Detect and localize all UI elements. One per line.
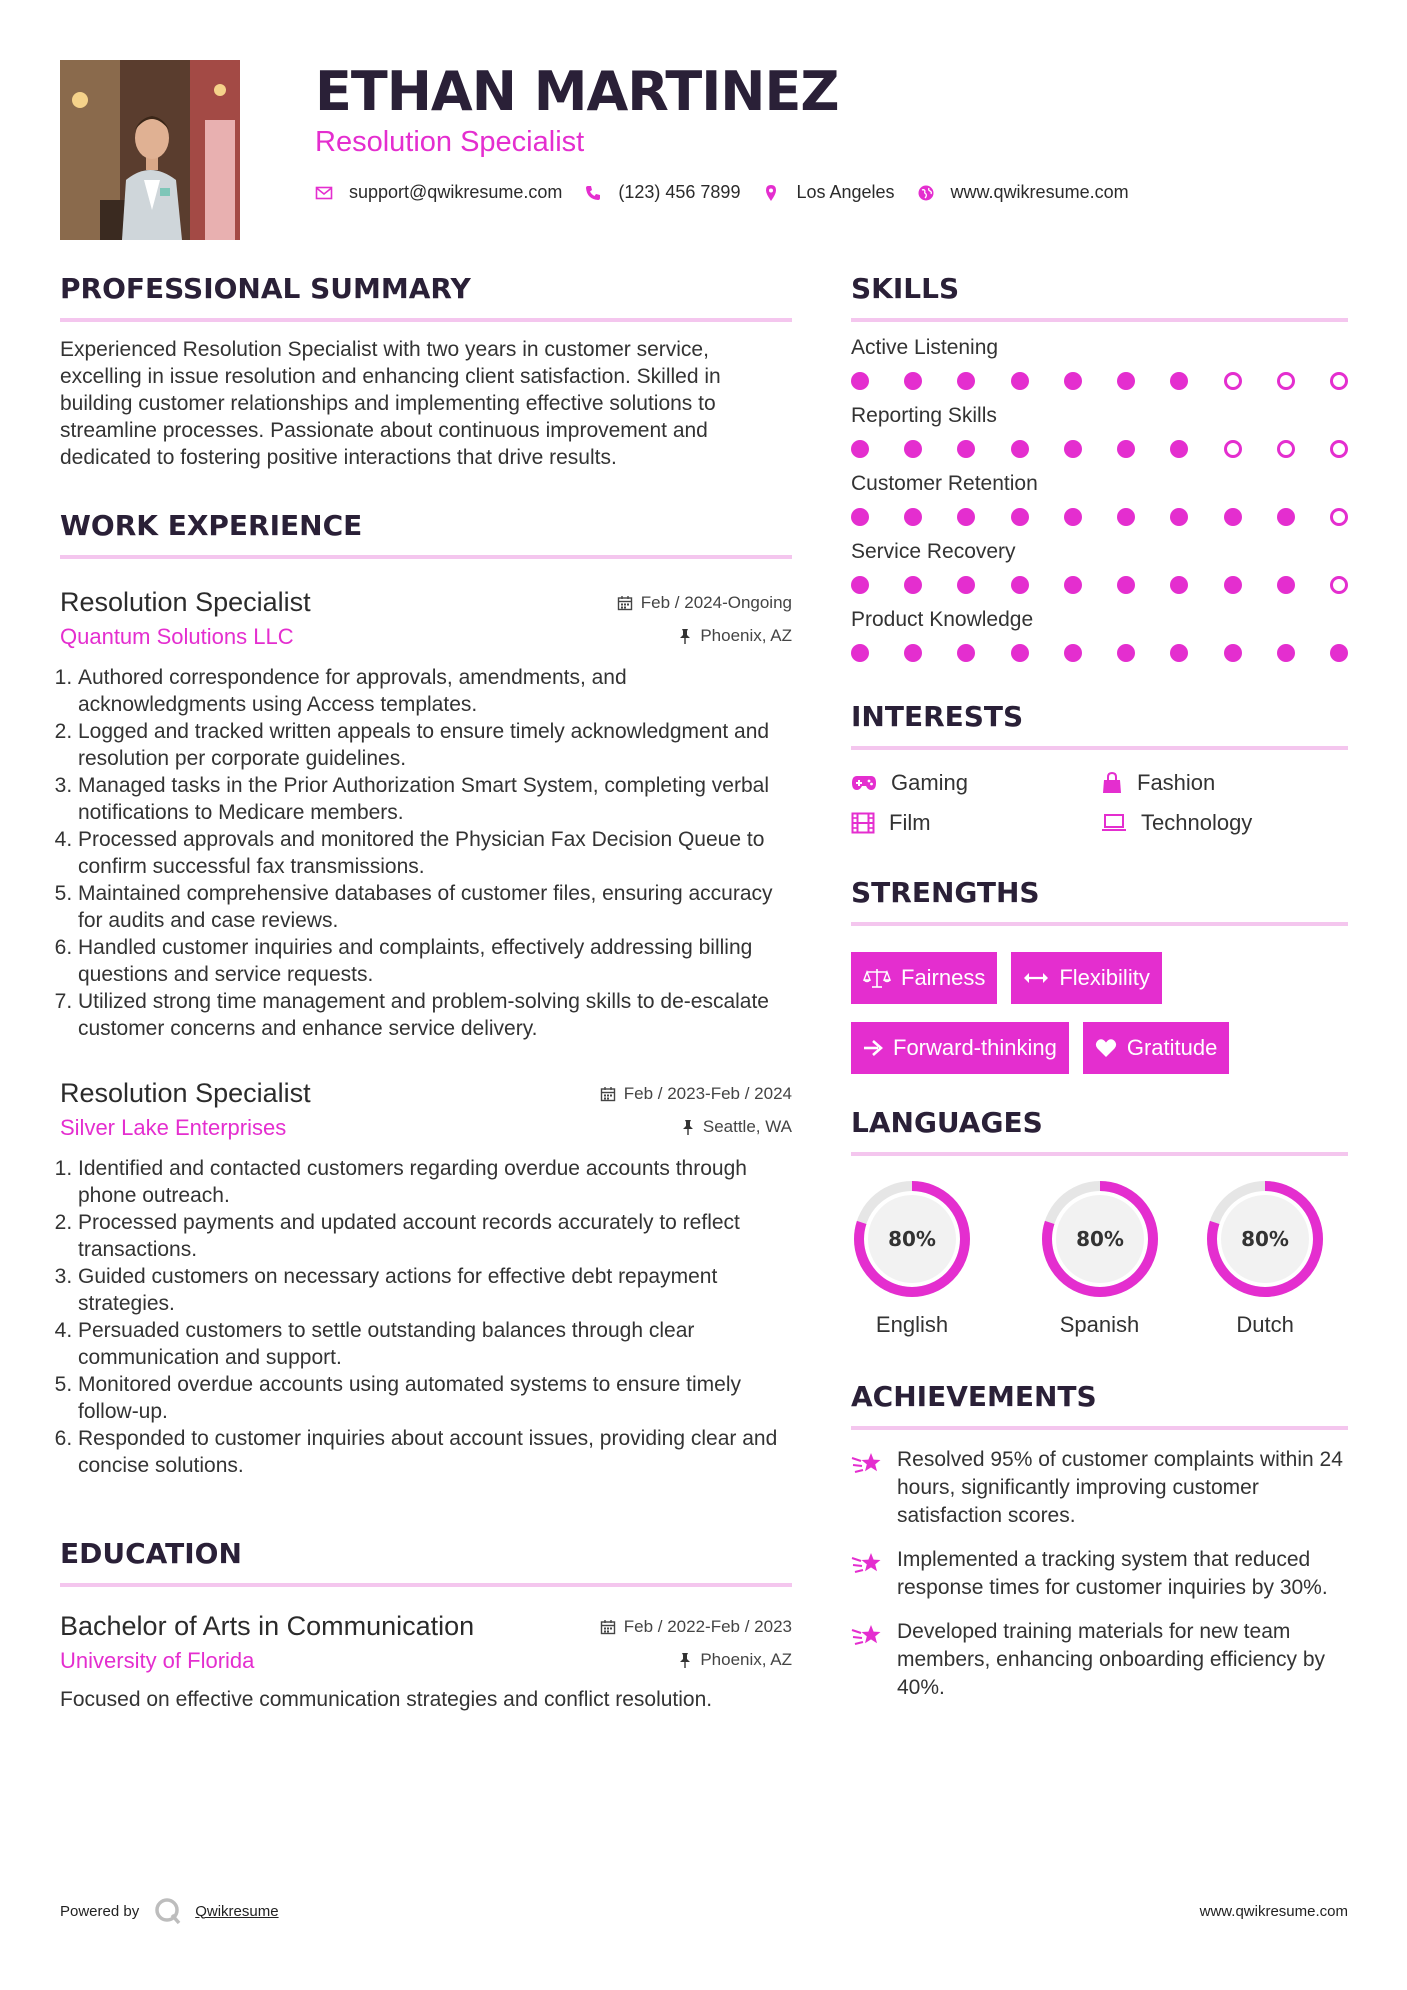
job-duties [60,1155,792,1479]
job-location-text: Phoenix, AZ [700,626,792,645]
rating-dot-filled [957,644,975,662]
rating-dot-filled [1011,440,1029,458]
rating-dot-filled [851,576,869,594]
achievement-text: Resolved 95% of customer complaints within 24 hours, significantly improving customer satisfaction scores. [897,1448,1343,1527]
contact-phone[interactable]: (123) 456 7899 [618,182,741,202]
rating-dot-filled [851,644,869,662]
rating-dot-filled [1224,644,1242,662]
achievement-text: Implemented a tracking system that reduced response times for customer inquiries by 30%. [897,1548,1328,1599]
rating-dot-filled [851,440,869,458]
rating-dot-empty [1330,508,1348,526]
candidate-name: ETHAN MARTINEZ [315,60,839,123]
footer-brand [60,1896,279,1926]
school-name: University of Florida [60,1648,255,1673]
duty-item: 2. Logged and tracked written appeals to ensure timely acknowledgment and resolution per corporate guidelines. [78,718,792,772]
duty-item: 6. Responded to customer inquiries about account issues, providing clear and concise solutions. [78,1425,792,1479]
language-item [1017,1178,1183,1338]
shopping-bag-icon [1101,772,1123,794]
rating-dot-filled [904,508,922,526]
job-title: Resolution Specialist [60,1078,311,1108]
achievements-list [851,1446,1348,1702]
strength-label: Forward-thinking [893,1035,1057,1060]
calendar-icon [600,1619,616,1635]
job-entry [60,587,792,1042]
footer [60,1896,1348,1926]
rating-dot-filled [904,372,922,390]
interest-fashion [1101,770,1351,796]
rating-dot-filled [1117,372,1135,390]
contact-email[interactable]: support@qwikresume.com [349,182,563,202]
rating-dot-filled [1064,372,1082,390]
skill-name: Active Listening [851,336,999,359]
rating-dot-filled [1170,440,1188,458]
skills-list [851,334,1348,662]
duty-item: 5. Maintained comprehensive databases of customer files, ensuring accuracy for audits and case reviews. [78,880,792,934]
shooting-star-icon [851,1450,883,1478]
interest-film [851,810,1101,836]
skill-name: Service Recovery [851,540,1016,563]
rating-dot-empty [1330,372,1348,390]
strength-chip [851,1022,1069,1074]
arrow-right-icon [863,1039,883,1057]
language-name: Spanish [1059,1312,1140,1337]
degree-title: Bachelor of Arts in Communication [60,1611,475,1641]
duty-item: 3. Managed tasks in the Prior Authorization Smart System, completing verbal notifications to Medicare members. [78,772,792,826]
skill-name: Reporting Skills [851,404,997,427]
duty-item: 4. Processed approvals and monitored the Physician Fax Decision Queue to confirm successful fax transmissions. [78,826,792,880]
duty-item: 2. Processed payments and updated account records accurately to reflect transactions. [78,1209,792,1263]
job-entry [60,1078,792,1479]
skill-rating [851,576,1348,594]
rating-dot-filled [1224,576,1242,594]
profile-photo-image [60,60,240,240]
job-date-text: Feb / 2023-Feb / 2024 [623,1084,792,1103]
duty-item: 1. Authored correspondence for approvals, amendments, and acknowledgments using Access templates. [78,664,792,718]
rating-dot-filled [1170,372,1188,390]
powered-by-text: Powered by [60,1902,140,1920]
rating-dot-filled [1170,508,1188,526]
skills-heading: SKILLS [851,270,1348,322]
rating-dot-filled [1224,508,1242,526]
summary-text: Experienced Resolution Specialist with two years in customer service, excelling in issue resolution and enhancing client satisfaction. Skilled in building customer relationships and implementing effective solutions to streamline processes. Passionate about continuous improvement and dedicated to fostering positive interactions that drive results. [60,338,721,469]
interest-label: Film [889,810,931,835]
language-percent-label: 80% [1241,1227,1290,1251]
rating-dot-empty [1330,576,1348,594]
rating-dot-empty [1224,440,1242,458]
strengths-heading: STRENGTHS [851,874,1348,926]
film-icon [851,812,875,834]
job-title: Resolution Specialist [60,587,311,617]
interest-label: Technology [1141,810,1253,835]
interests-list [851,770,1348,836]
interest-technology [1101,810,1351,836]
summary-heading: PROFESSIONAL SUMMARY [60,270,792,322]
strength-chip [1011,952,1161,1004]
rating-dot-filled [1064,576,1082,594]
job-date [600,1084,792,1104]
achievement-item [851,1546,1348,1602]
rating-dot-empty [1224,372,1242,390]
languages-list [851,1178,1348,1338]
profile-photo [60,60,240,240]
achievement-item [851,1446,1348,1530]
rating-dot-filled [1277,644,1295,662]
right-column [851,270,1348,1702]
rating-dot-filled [1277,508,1295,526]
left-column [60,270,792,1713]
duty-item: 1. Identified and contacted customers regarding overdue accounts through phone outreach. [78,1155,792,1209]
rating-dot-filled [904,644,922,662]
rating-dot-filled [904,576,922,594]
rating-dot-filled [1011,508,1029,526]
rating-dot-filled [1117,440,1135,458]
job-location [678,626,792,646]
education-description: Focused on effective communication strategies and conflict resolution. [60,1688,713,1711]
rating-dot-filled [904,440,922,458]
language-name: Dutch [1236,1312,1294,1337]
skill-name: Product Knowledge [851,608,1034,631]
skill-name: Customer Retention [851,472,1038,495]
language-item [1182,1178,1348,1338]
rating-dot-empty [1330,440,1348,458]
education-date-text: Feb / 2022-Feb / 2023 [623,1617,792,1636]
rating-dot-empty [1277,440,1295,458]
achievement-item [851,1618,1348,1702]
achievements-heading: ACHIEVEMENTS [851,1378,1348,1430]
duty-item: 4. Persuaded customers to settle outstanding balances through clear communication and support. [78,1317,792,1371]
strength-chip [1083,1022,1230,1074]
calendar-icon [600,1086,616,1102]
rating-dot-filled [957,440,975,458]
arrows-horizontal-icon [1023,971,1049,985]
rating-dot-empty [1277,372,1295,390]
pushpin-icon [681,1119,695,1135]
calendar-icon [617,595,633,611]
resume-header [315,58,1355,203]
candidate-title: Resolution Specialist [315,126,585,158]
languages-heading: LANGUAGES [851,1104,1348,1156]
job-date [617,593,792,613]
globe-icon [917,184,935,202]
rating-dot-filled [1277,576,1295,594]
gamepad-icon [851,774,877,792]
rating-dot-filled [1064,508,1082,526]
rating-dot-filled [1117,508,1135,526]
interests-heading: INTERESTS [851,698,1348,750]
duty-item: 3. Guided customers on necessary actions for effective debt repayment strategies. [78,1263,792,1317]
skill-rating [851,440,1348,458]
rating-dot-filled [957,508,975,526]
education-heading: EDUCATION [60,1535,792,1587]
job-location [681,1117,792,1137]
language-progress-ring [1204,1178,1326,1300]
education-date [600,1617,792,1637]
interest-gaming [851,770,1101,796]
pushpin-icon [678,628,692,644]
contact-location: Los Angeles [796,182,895,202]
rating-dot-filled [1064,440,1082,458]
education-location [678,1650,792,1670]
language-percent-label: 80% [888,1227,936,1251]
language-progress-ring [1039,1178,1161,1300]
education-entry [60,1611,792,1713]
language-percent-label: 80% [1075,1227,1124,1251]
shooting-star-icon [851,1550,883,1578]
rating-dot-filled [1117,576,1135,594]
footer-url[interactable]: www.qwikresume.com [1199,1902,1348,1920]
heart-icon [1095,1038,1117,1058]
job-date-text: Feb / 2024-Ongoing [640,593,792,612]
map-pin-icon [762,184,780,202]
contact-bar [315,182,1355,203]
achievement-text: Developed training materials for new team members, enhancing onboarding efficiency by 40%. [897,1620,1326,1699]
rating-dot-filled [1011,644,1029,662]
strength-label: Fairness [901,965,986,990]
pushpin-icon [678,1652,692,1668]
strength-chip [851,952,997,1004]
job-location-text: Seattle, WA [702,1117,792,1136]
rating-dot-filled [957,576,975,594]
skill-rating [851,644,1348,662]
duty-item: 7. Utilized strong time management and problem-solving skills to de-escalate customer concerns and enhance service delivery. [78,988,792,1042]
rating-dot-filled [1330,644,1348,662]
shooting-star-icon [851,1622,883,1650]
duty-item: 5. Monitored overdue accounts using automated systems to ensure timely follow-up. [78,1371,792,1425]
experience-heading: WORK EXPERIENCE [60,507,792,559]
contact-website[interactable]: www.qwikresume.com [950,182,1129,202]
rating-dot-filled [1170,644,1188,662]
rating-dot-filled [957,372,975,390]
job-duties [60,664,792,1042]
rating-dot-filled [1170,576,1188,594]
strengths-list [851,952,1348,1074]
interest-label: Fashion [1137,770,1216,795]
rating-dot-filled [1011,576,1029,594]
skill-rating [851,508,1348,526]
phone-icon [584,184,602,202]
skill-rating [851,372,1348,390]
strength-label: Gratitude [1126,1035,1218,1060]
balance-scale-icon [863,967,891,989]
language-item [851,1178,1017,1338]
language-name: English [875,1312,949,1337]
laptop-icon [1101,813,1127,833]
rating-dot-filled [851,508,869,526]
rating-dot-filled [1117,644,1135,662]
qwikresume-link[interactable]: Qwikresume [195,1902,279,1920]
strength-label: Flexibility [1059,965,1150,990]
rating-dot-filled [1011,372,1029,390]
duty-item: 6. Handled customer inquiries and complaints, effectively addressing billing questions and service requests. [78,934,792,988]
qwikresume-logo-icon [153,1896,183,1926]
interest-label: Gaming [891,770,969,795]
envelope-icon [315,184,333,202]
education-location-text: Phoenix, AZ [700,1650,792,1669]
rating-dot-filled [851,372,869,390]
language-progress-ring [851,1178,973,1300]
rating-dot-filled [1064,644,1082,662]
job-company: Quantum Solutions LLC [60,624,294,649]
job-company: Silver Lake Enterprises [60,1115,287,1140]
